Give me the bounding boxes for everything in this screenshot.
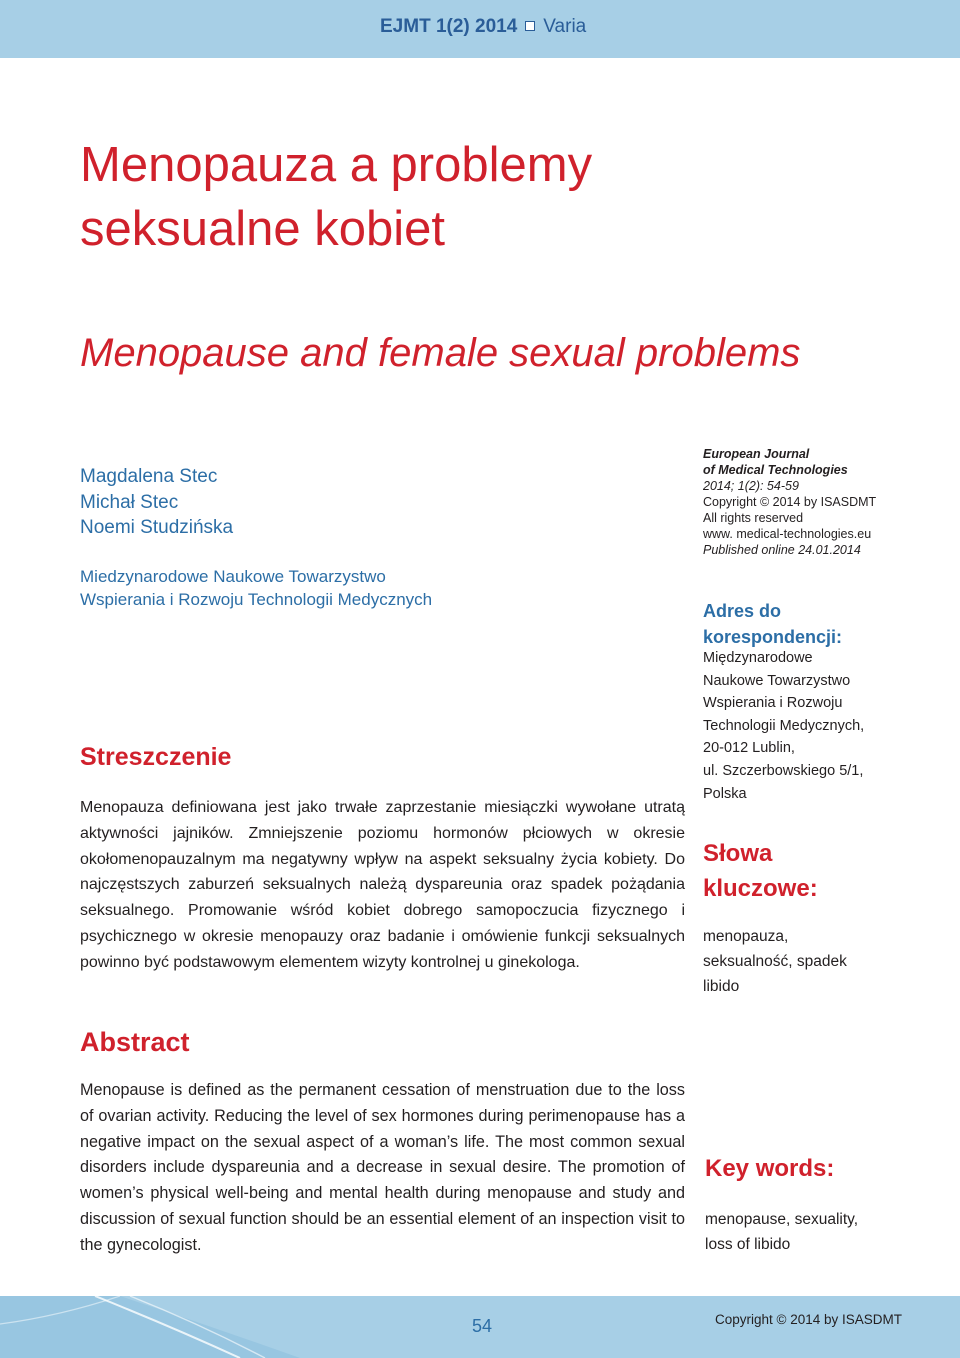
author: Magdalena Stec — [80, 466, 218, 487]
address-line: Międzynarodowe — [703, 650, 813, 666]
title-english: Menopause and female sexual problems — [80, 331, 801, 375]
keyword-line: menopause, sexuality, — [705, 1211, 859, 1228]
affiliation-line: Miedzynarodowe Naukowe Towarzystwo — [80, 567, 386, 586]
address-line: Wspierania i Rozwoju — [703, 695, 843, 712]
journal-citation: 2014; 1(2): 54-59 — [703, 479, 799, 493]
address-line: Polska — [703, 785, 747, 802]
keywords-pl-heading-line1: Słowa — [703, 840, 773, 867]
keyword-line: menopauza, — [703, 928, 789, 945]
journal-name-line1: European Journal — [703, 447, 810, 461]
keywords-en-heading: Key words: — [705, 1155, 835, 1182]
correspondence-heading — [703, 598, 923, 650]
page-number: 54 — [472, 1316, 493, 1336]
correspondence-heading-line1: Adres do — [703, 601, 782, 621]
address-line: Naukowe Towarzystwo — [703, 672, 851, 689]
keywords-en — [705, 1207, 925, 1257]
page-footer — [0, 1296, 960, 1358]
author: Michał Stec — [80, 491, 179, 513]
keyword-line: libido — [703, 978, 740, 995]
journal-published: Published online 24.01.2014 — [703, 543, 861, 557]
abstract-heading: Abstract — [80, 1027, 190, 1057]
journal-website[interactable]: www. medical-technologies.eu — [703, 527, 872, 541]
keywords-pl — [703, 924, 923, 999]
author: Noemi Studzińska — [80, 517, 234, 538]
square-bullet-icon — [525, 21, 535, 31]
affiliation-line: Wspierania i Rozwoju Technologii Medycznych — [80, 589, 433, 609]
keyword-line: loss of libido — [705, 1236, 791, 1253]
journal-copyright: Copyright © 2014 by ISASDMT — [703, 495, 877, 509]
keywords-pl-heading-line2: kluczowe: — [703, 875, 818, 902]
footer-copyright: Copyright © 2014 by ISASDMT — [715, 1312, 903, 1327]
journal-rights: All rights reserved — [703, 511, 804, 525]
running-head — [380, 16, 586, 38]
correspondence-heading-line2: korespondencji: — [703, 627, 843, 647]
title-polish-line1: Menopauza a problemy — [80, 138, 593, 192]
address-line: 20-012 Lublin, — [703, 740, 795, 757]
section-name: Varia — [543, 16, 587, 37]
journal-issue: EJMT 1(2) 2014 — [380, 16, 518, 37]
author-list — [80, 464, 233, 541]
title-polish-line2: seksualne kobiet — [80, 202, 446, 256]
keyword-line: seksualność, spadek — [703, 953, 847, 970]
correspondence-address — [703, 647, 923, 805]
keywords-pl-heading — [703, 836, 923, 906]
abstract-text: Menopause is defined as the permanent cessation of menstruation due to the loss of ovarian activity. Reducing the level of sex hormones during perimenopause has a negative impact on the sexual aspect of a woman’s life. The most common sexual disorders include dyspareunia and a decrease in sexual desire. The promotion of women’s physical well-being and mental health during menopause and study and discussion of sexual function should be an essential element of an inspection visit to the gynecologist. — [80, 1081, 685, 1254]
address-line: ul. Szczerbowskiego 5/1, — [703, 762, 864, 779]
journal-name-line2: of Medical Technologies — [703, 463, 848, 477]
address-line: Technologii Medycznych, — [703, 717, 865, 734]
journal-info — [703, 446, 923, 558]
title-polish — [80, 133, 800, 261]
streszczenie-heading: Streszczenie — [80, 743, 232, 771]
streszczenie-text: Menopauza definiowana jest jako trwałe zaprzestanie miesiączki wywołane utratą aktywności jajników. Zmniejszenie poziomu hormonów płciowych w okresie okołomenopauzalnym ma negatywny wpływ na aspekt seksualny życia kobiety. Do najczęstszych zaburzeń seksualnych należą dyspareunia oraz spadek pożądania seksualnego. Promowanie wśród kobiet dobrego samopoczucia fizycznego i psychicznego w okresie menopauzy oraz badanie i omówienie funkcji seksualnych powinno być podstawowym elementem wizyty kontrolnej u ginekologa. — [80, 799, 685, 971]
affiliation — [80, 566, 432, 611]
